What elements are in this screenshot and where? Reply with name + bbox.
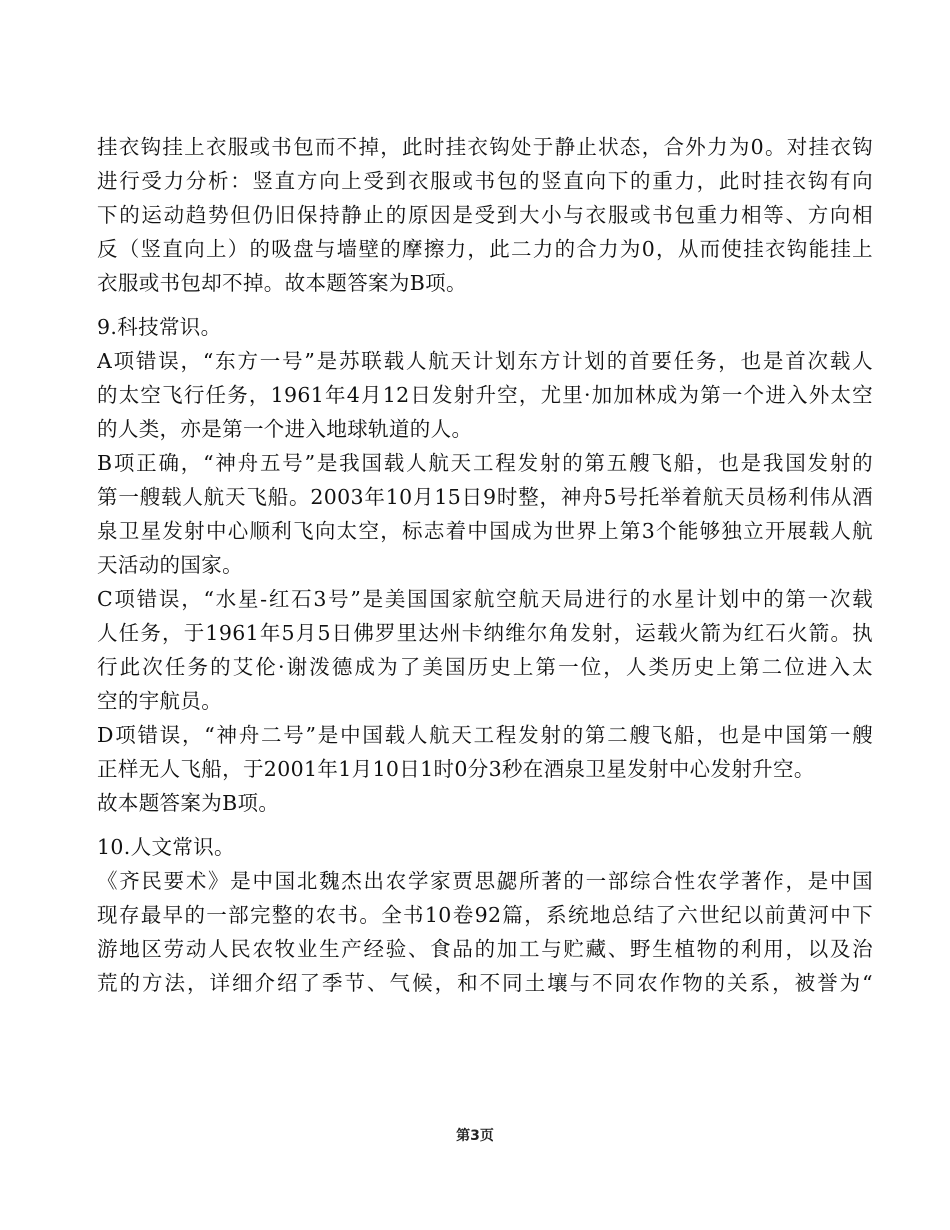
text-line: 第一艘载人航天飞船。2003年10月15日9时整，神舟5号托举着航天员杨利伟从酒 bbox=[97, 485, 873, 509]
text-line: 进行受力分析：竖直方向上受到衣服或书包的竖直向下的重力，此时挂衣钩有向 bbox=[97, 169, 873, 193]
text-line: 现存最早的一部完整的农书。全书10卷92篇，系统地总结了六世纪以前黄河中下 bbox=[97, 903, 873, 927]
text-line: D项错误，“神舟二号”是中国载人航天工程发射的第二艘飞船，也是中国第一艘 bbox=[97, 723, 873, 747]
q9-option-d bbox=[97, 718, 873, 786]
text-line: 正样无人飞船，于2001年1月10日1时0分3秒在酒泉卫星发射中心发射升空。 bbox=[97, 757, 815, 781]
text-line: 的太空飞行任务，1961年4月12日发射升空，尤里·加加林成为第一个进入外太空 bbox=[97, 383, 873, 407]
text-line: 《齐民要术》是中国北魏杰出农学家贾思勰所著的一部综合性农学著作，是中国 bbox=[97, 869, 873, 893]
page-body bbox=[97, 130, 873, 1000]
q9-option-c bbox=[97, 582, 873, 718]
text-line: C项错误，“水星-红石3号”是美国国家航空航天局进行的水星计划中的第一次载 bbox=[97, 587, 873, 611]
q9-answer: 故本题答案为B项。 bbox=[97, 791, 280, 815]
page-number: 第3页 bbox=[456, 1128, 494, 1144]
text-line: 人任务，于1961年5月5日佛罗里达州卡纳维尔角发射，运载火箭为红石火箭。执 bbox=[97, 621, 873, 645]
text-line: 游地区劳动人民农牧业生产经验、食品的加工与贮藏、野生植物的利用，以及治 bbox=[97, 937, 873, 961]
text-line: 空的宇航员。 bbox=[97, 689, 223, 713]
q9-option-a bbox=[97, 344, 873, 446]
text-line: 挂衣钩挂上衣服或书包而不掉，此时挂衣钩处于静止状态，合外力为0。对挂衣钩 bbox=[97, 135, 873, 159]
q10-section bbox=[97, 830, 873, 1000]
q9-section bbox=[97, 310, 873, 820]
q9-option-b bbox=[97, 446, 873, 582]
text-line: 泉卫星发射中心顺利飞向太空，标志着中国成为世界上第3个能够独立开展载人航 bbox=[97, 519, 873, 543]
text-line: 行此次任务的艾伦·谢泼德成为了美国历史上第一位，人类历史上第二位进入太 bbox=[97, 655, 873, 679]
text-line: A项错误，“东方一号”是苏联载人航天计划东方计划的首要任务，也是首次载人 bbox=[97, 349, 873, 373]
text-line: 反（竖直向上）的吸盘与墙壁的摩擦力，此二力的合力为0，从而使挂衣钩能挂上 bbox=[97, 237, 873, 261]
q8-explanation-tail bbox=[97, 130, 873, 300]
text-line: B项正确，“神舟五号”是我国载人航天工程发射的第五艘飞船，也是我国发射的 bbox=[97, 451, 873, 475]
text-line: 荒的方法，详细介绍了季节、气候，和不同土壤与不同农作物的关系，被誉为“ bbox=[97, 971, 873, 995]
text-line: 的人类，亦是第一个进入地球轨道的人。 bbox=[97, 417, 473, 441]
text-line: 下的运动趋势但仍旧保持静止的原因是受到大小与衣服或书包重力相等、方向相 bbox=[97, 203, 873, 227]
text-line: 天活动的国家。 bbox=[97, 553, 243, 577]
q10-heading: 10.人文常识。 bbox=[97, 835, 235, 859]
q9-heading: 9.科技常识。 bbox=[97, 315, 222, 339]
text-line: 衣服或书包却不掉。故本题答案为B项。 bbox=[97, 271, 467, 295]
